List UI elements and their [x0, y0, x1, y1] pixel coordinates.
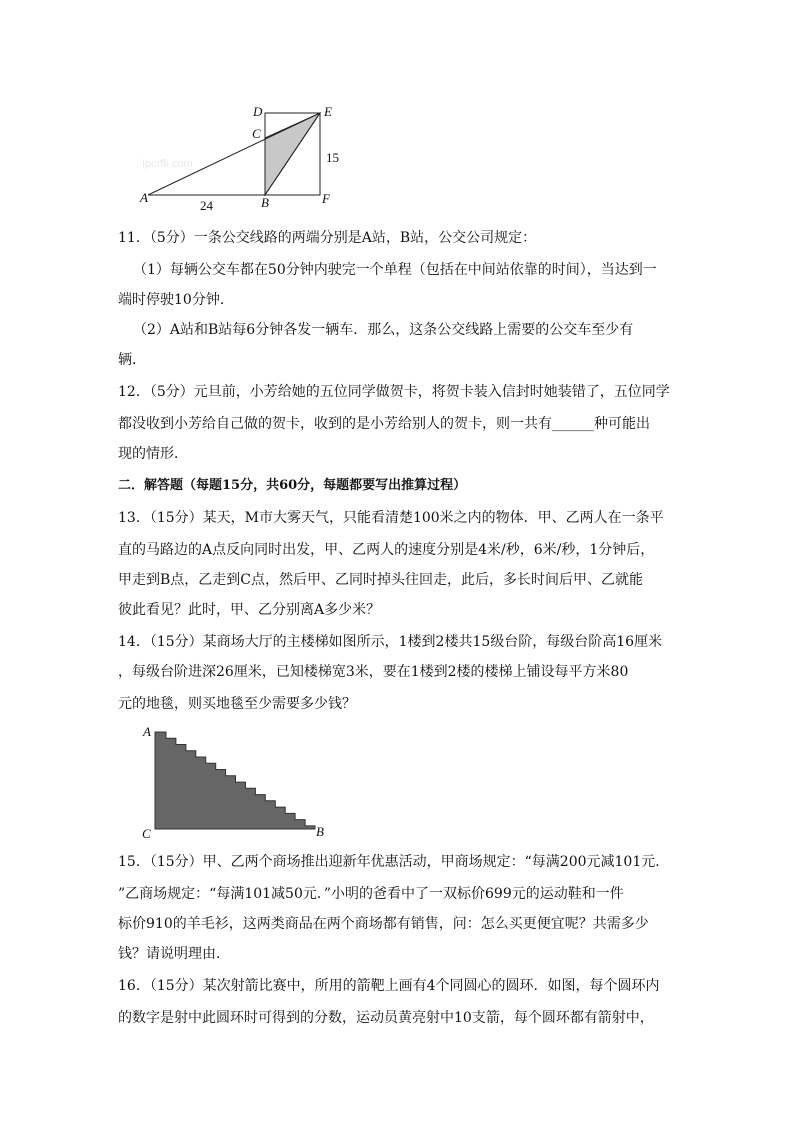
q15-line-1: 15．（15分）甲、乙两个商场推出迎新年优惠活动，甲商场规定：“每满200元减101元． [118, 854, 670, 870]
section-2-heading: 二．解答题（每题15分，共60分，每题都要写出推算过程） [118, 478, 467, 493]
length-ef: 15 [326, 150, 339, 165]
figure-2-staircase [138, 722, 338, 842]
q11-line-2: （1）每辆公交车都在50分钟内驶完一个单程（包括在中间站依靠的时间），当达到一 [133, 262, 657, 278]
label-b: B [316, 824, 324, 839]
label-a: A [140, 190, 148, 205]
q11-line-1: 11．（5分）一条公交线路的两端分别是A站，B站，公交公司规定： [118, 230, 537, 246]
q12-line-2: 都没收到小芳给自己做的贺卡，收到的是小芳给别人的贺卡，则一共有______种可能出 [118, 416, 650, 432]
q13-line-2: 直的马路边的A点反向同时出发，甲、乙两人的速度分别是4米/秒，6米/秒，1分钟后， [118, 542, 655, 558]
q14-line-2: ，每级台阶进深26厘米，已知楼梯宽3米，要在1楼到2楼的楼梯上铺设每平方米80 [118, 664, 629, 680]
label-e: E [324, 104, 332, 119]
q15-line-4: 钱？请说明理由． [118, 946, 230, 962]
figure-1-rectangle-triangle [130, 100, 350, 215]
segment-ae [148, 113, 320, 195]
staircase-shape [155, 732, 315, 829]
watermark-text: Ipcrfk.com [142, 158, 193, 170]
label-b: B [261, 195, 269, 210]
label-c: C [252, 126, 261, 141]
q15-line-2: ”乙商场规定：“每满101减50元．”小明的爸看中了一双标价699元的运动鞋和一件 [118, 886, 624, 902]
label-d: D [253, 104, 263, 119]
label-c: C [142, 826, 151, 841]
q13-line-1: 13．（15分）某天，M市大雾天气，只能看清楚100米之内的物体．甲、乙两人在一条平 [118, 510, 664, 526]
q13-line-3: 甲走到B点，乙走到C点，然后甲、乙同时掉头往回走，此后，多长时间后甲、乙就能 [118, 572, 643, 588]
q12-line-3: 现的情形． [118, 446, 188, 462]
q11-line-5: 辆． [118, 352, 146, 368]
q16-line-1: 16．（15分）某次射箭比赛中，所用的箭靶上画有4个同圆心的圆环．如图，每个圆环内 [118, 978, 660, 994]
label-a: A [143, 724, 151, 739]
staircase-drawing [138, 722, 338, 842]
q14-line-3: 元的地毯，则买地毯至少需要多少钱？ [118, 696, 356, 712]
q11-line-4: （2）A站和B站每6分钟各发一辆车．那么，这条公交线路上需要的公交车至少有 [133, 322, 634, 338]
q12-line-1: 12．（5分）元旦前，小芳给她的五位同学做贺卡，将贺卡装入信封时她装错了，五位同学 [118, 384, 670, 400]
q15-line-3: 标价910的羊毛衫，这两类商品在两个商场都有销售，问：怎么买更便宜呢？共需多少 [118, 916, 649, 932]
q13-line-4: 彼此看见？此时，甲、乙分别离A多少米？ [118, 602, 381, 618]
q16-line-2: 的数字是射中此圆环时可得到的分数，运动员黄亮射中10支箭，每个圆环都有箭射中， [118, 1010, 654, 1026]
length-ab: 24 [200, 198, 213, 213]
label-f: F [322, 191, 330, 206]
q14-line-1: 14．（15分）某商场大厅的主楼梯如图所示，1楼到2楼共15级台阶，每级台阶高16厘米 [118, 634, 663, 650]
q11-line-3: 端时停驶10分钟． [118, 292, 234, 308]
